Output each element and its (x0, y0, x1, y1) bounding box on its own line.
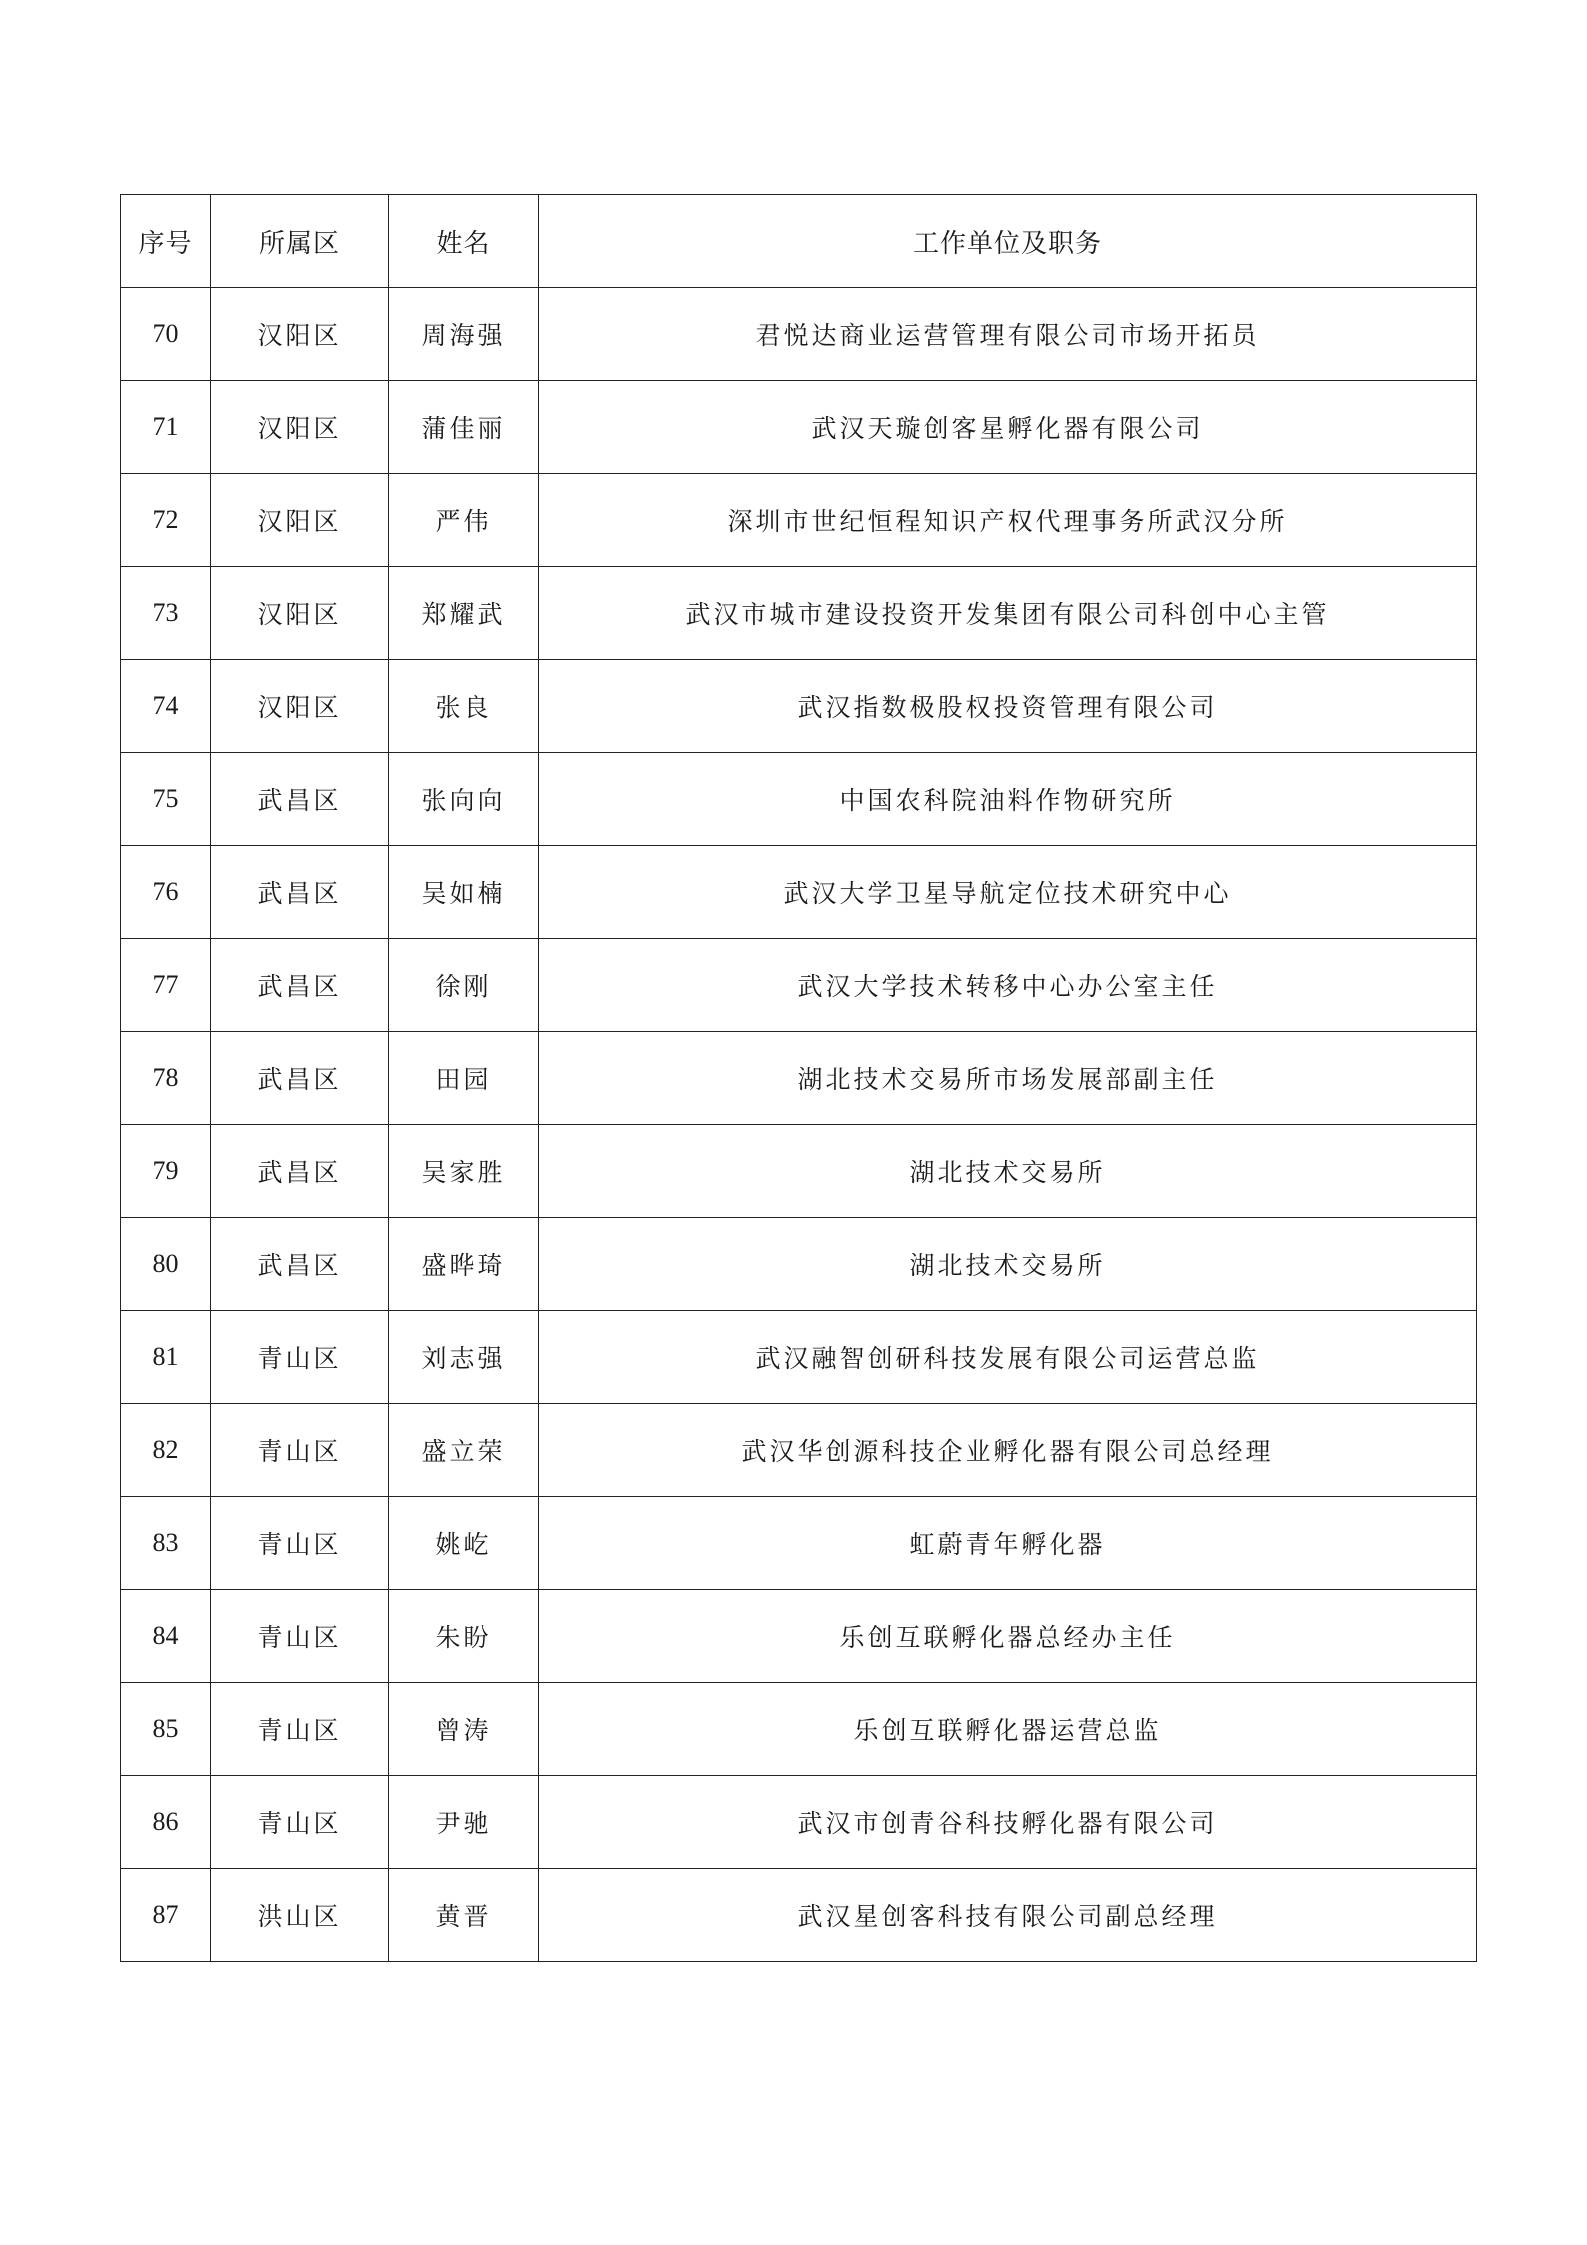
cell-serial: 78 (121, 1032, 211, 1125)
cell-district: 武昌区 (211, 1125, 389, 1218)
table-row (121, 1032, 1477, 1125)
table-row (121, 1311, 1477, 1404)
table-row (121, 753, 1477, 846)
table-row (121, 1590, 1477, 1683)
cell-name: 黄晋 (389, 1869, 539, 1962)
table-row (121, 846, 1477, 939)
cell-serial: 74 (121, 660, 211, 753)
cell-serial: 85 (121, 1683, 211, 1776)
table-row (121, 288, 1477, 381)
cell-employer-position: 君悦达商业运营管理有限公司市场开拓员 (539, 288, 1477, 381)
cell-district: 青山区 (211, 1776, 389, 1869)
cell-employer-position: 武汉天璇创客星孵化器有限公司 (539, 381, 1477, 474)
cell-district: 武昌区 (211, 753, 389, 846)
cell-district: 洪山区 (211, 1869, 389, 1962)
cell-employer-position: 深圳市世纪恒程知识产权代理事务所武汉分所 (539, 474, 1477, 567)
cell-district: 青山区 (211, 1311, 389, 1404)
cell-name: 曾涛 (389, 1683, 539, 1776)
cell-serial: 82 (121, 1404, 211, 1497)
cell-district: 武昌区 (211, 1218, 389, 1311)
cell-employer-position: 乐创互联孵化器总经办主任 (539, 1590, 1477, 1683)
cell-name: 严伟 (389, 474, 539, 567)
cell-name: 郑耀武 (389, 567, 539, 660)
cell-employer-position: 武汉大学卫星导航定位技术研究中心 (539, 846, 1477, 939)
cell-serial: 77 (121, 939, 211, 1032)
table-row (121, 1869, 1477, 1962)
cell-employer-position: 武汉华创源科技企业孵化器有限公司总经理 (539, 1404, 1477, 1497)
cell-district: 汉阳区 (211, 660, 389, 753)
table-body (121, 288, 1477, 1962)
table-row (121, 939, 1477, 1032)
cell-name: 盛晔琦 (389, 1218, 539, 1311)
cell-district: 青山区 (211, 1683, 389, 1776)
cell-district: 汉阳区 (211, 288, 389, 381)
table-row (121, 1404, 1477, 1497)
cell-serial: 81 (121, 1311, 211, 1404)
cell-name: 姚屹 (389, 1497, 539, 1590)
cell-district: 汉阳区 (211, 381, 389, 474)
cell-employer-position: 武汉大学技术转移中心办公室主任 (539, 939, 1477, 1032)
cell-district: 青山区 (211, 1497, 389, 1590)
cell-name: 张向向 (389, 753, 539, 846)
cell-serial: 80 (121, 1218, 211, 1311)
cell-serial: 83 (121, 1497, 211, 1590)
table-row (121, 1776, 1477, 1869)
cell-district: 武昌区 (211, 846, 389, 939)
cell-district: 汉阳区 (211, 474, 389, 567)
cell-employer-position: 湖北技术交易所 (539, 1218, 1477, 1311)
roster-table (120, 194, 1477, 1962)
cell-name: 刘志强 (389, 1311, 539, 1404)
cell-district: 青山区 (211, 1404, 389, 1497)
table-row (121, 1497, 1477, 1590)
cell-employer-position: 湖北技术交易所市场发展部副主任 (539, 1032, 1477, 1125)
table-row (121, 1683, 1477, 1776)
table-row (121, 474, 1477, 567)
header-employer-position: 工作单位及职务 (539, 195, 1477, 288)
cell-employer-position: 武汉指数极股权投资管理有限公司 (539, 660, 1477, 753)
cell-employer-position: 乐创互联孵化器运营总监 (539, 1683, 1477, 1776)
header-name: 姓名 (389, 195, 539, 288)
cell-name: 吴如楠 (389, 846, 539, 939)
cell-name: 张良 (389, 660, 539, 753)
cell-district: 武昌区 (211, 939, 389, 1032)
cell-district: 青山区 (211, 1590, 389, 1683)
cell-district: 汉阳区 (211, 567, 389, 660)
table-header-row (121, 195, 1477, 288)
cell-serial: 87 (121, 1869, 211, 1962)
cell-serial: 75 (121, 753, 211, 846)
cell-employer-position: 湖北技术交易所 (539, 1125, 1477, 1218)
cell-name: 盛立荣 (389, 1404, 539, 1497)
cell-name: 徐刚 (389, 939, 539, 1032)
cell-serial: 86 (121, 1776, 211, 1869)
cell-serial: 70 (121, 288, 211, 381)
header-serial: 序号 (121, 195, 211, 288)
cell-employer-position: 武汉市创青谷科技孵化器有限公司 (539, 1776, 1477, 1869)
table-row (121, 1125, 1477, 1218)
cell-name: 尹驰 (389, 1776, 539, 1869)
cell-employer-position: 虹蔚青年孵化器 (539, 1497, 1477, 1590)
cell-serial: 73 (121, 567, 211, 660)
table-row (121, 567, 1477, 660)
cell-serial: 76 (121, 846, 211, 939)
cell-employer-position: 武汉融智创研科技发展有限公司运营总监 (539, 1311, 1477, 1404)
cell-name: 周海强 (389, 288, 539, 381)
cell-name: 朱盼 (389, 1590, 539, 1683)
cell-district: 武昌区 (211, 1032, 389, 1125)
cell-serial: 84 (121, 1590, 211, 1683)
header-district: 所属区 (211, 195, 389, 288)
cell-serial: 72 (121, 474, 211, 567)
cell-employer-position: 武汉星创客科技有限公司副总经理 (539, 1869, 1477, 1962)
table-row (121, 660, 1477, 753)
cell-name: 吴家胜 (389, 1125, 539, 1218)
cell-employer-position: 武汉市城市建设投资开发集团有限公司科创中心主管 (539, 567, 1477, 660)
cell-employer-position: 中国农科院油料作物研究所 (539, 753, 1477, 846)
cell-serial: 71 (121, 381, 211, 474)
cell-serial: 79 (121, 1125, 211, 1218)
table-row (121, 381, 1477, 474)
cell-name: 田园 (389, 1032, 539, 1125)
cell-name: 蒲佳丽 (389, 381, 539, 474)
table-row (121, 1218, 1477, 1311)
